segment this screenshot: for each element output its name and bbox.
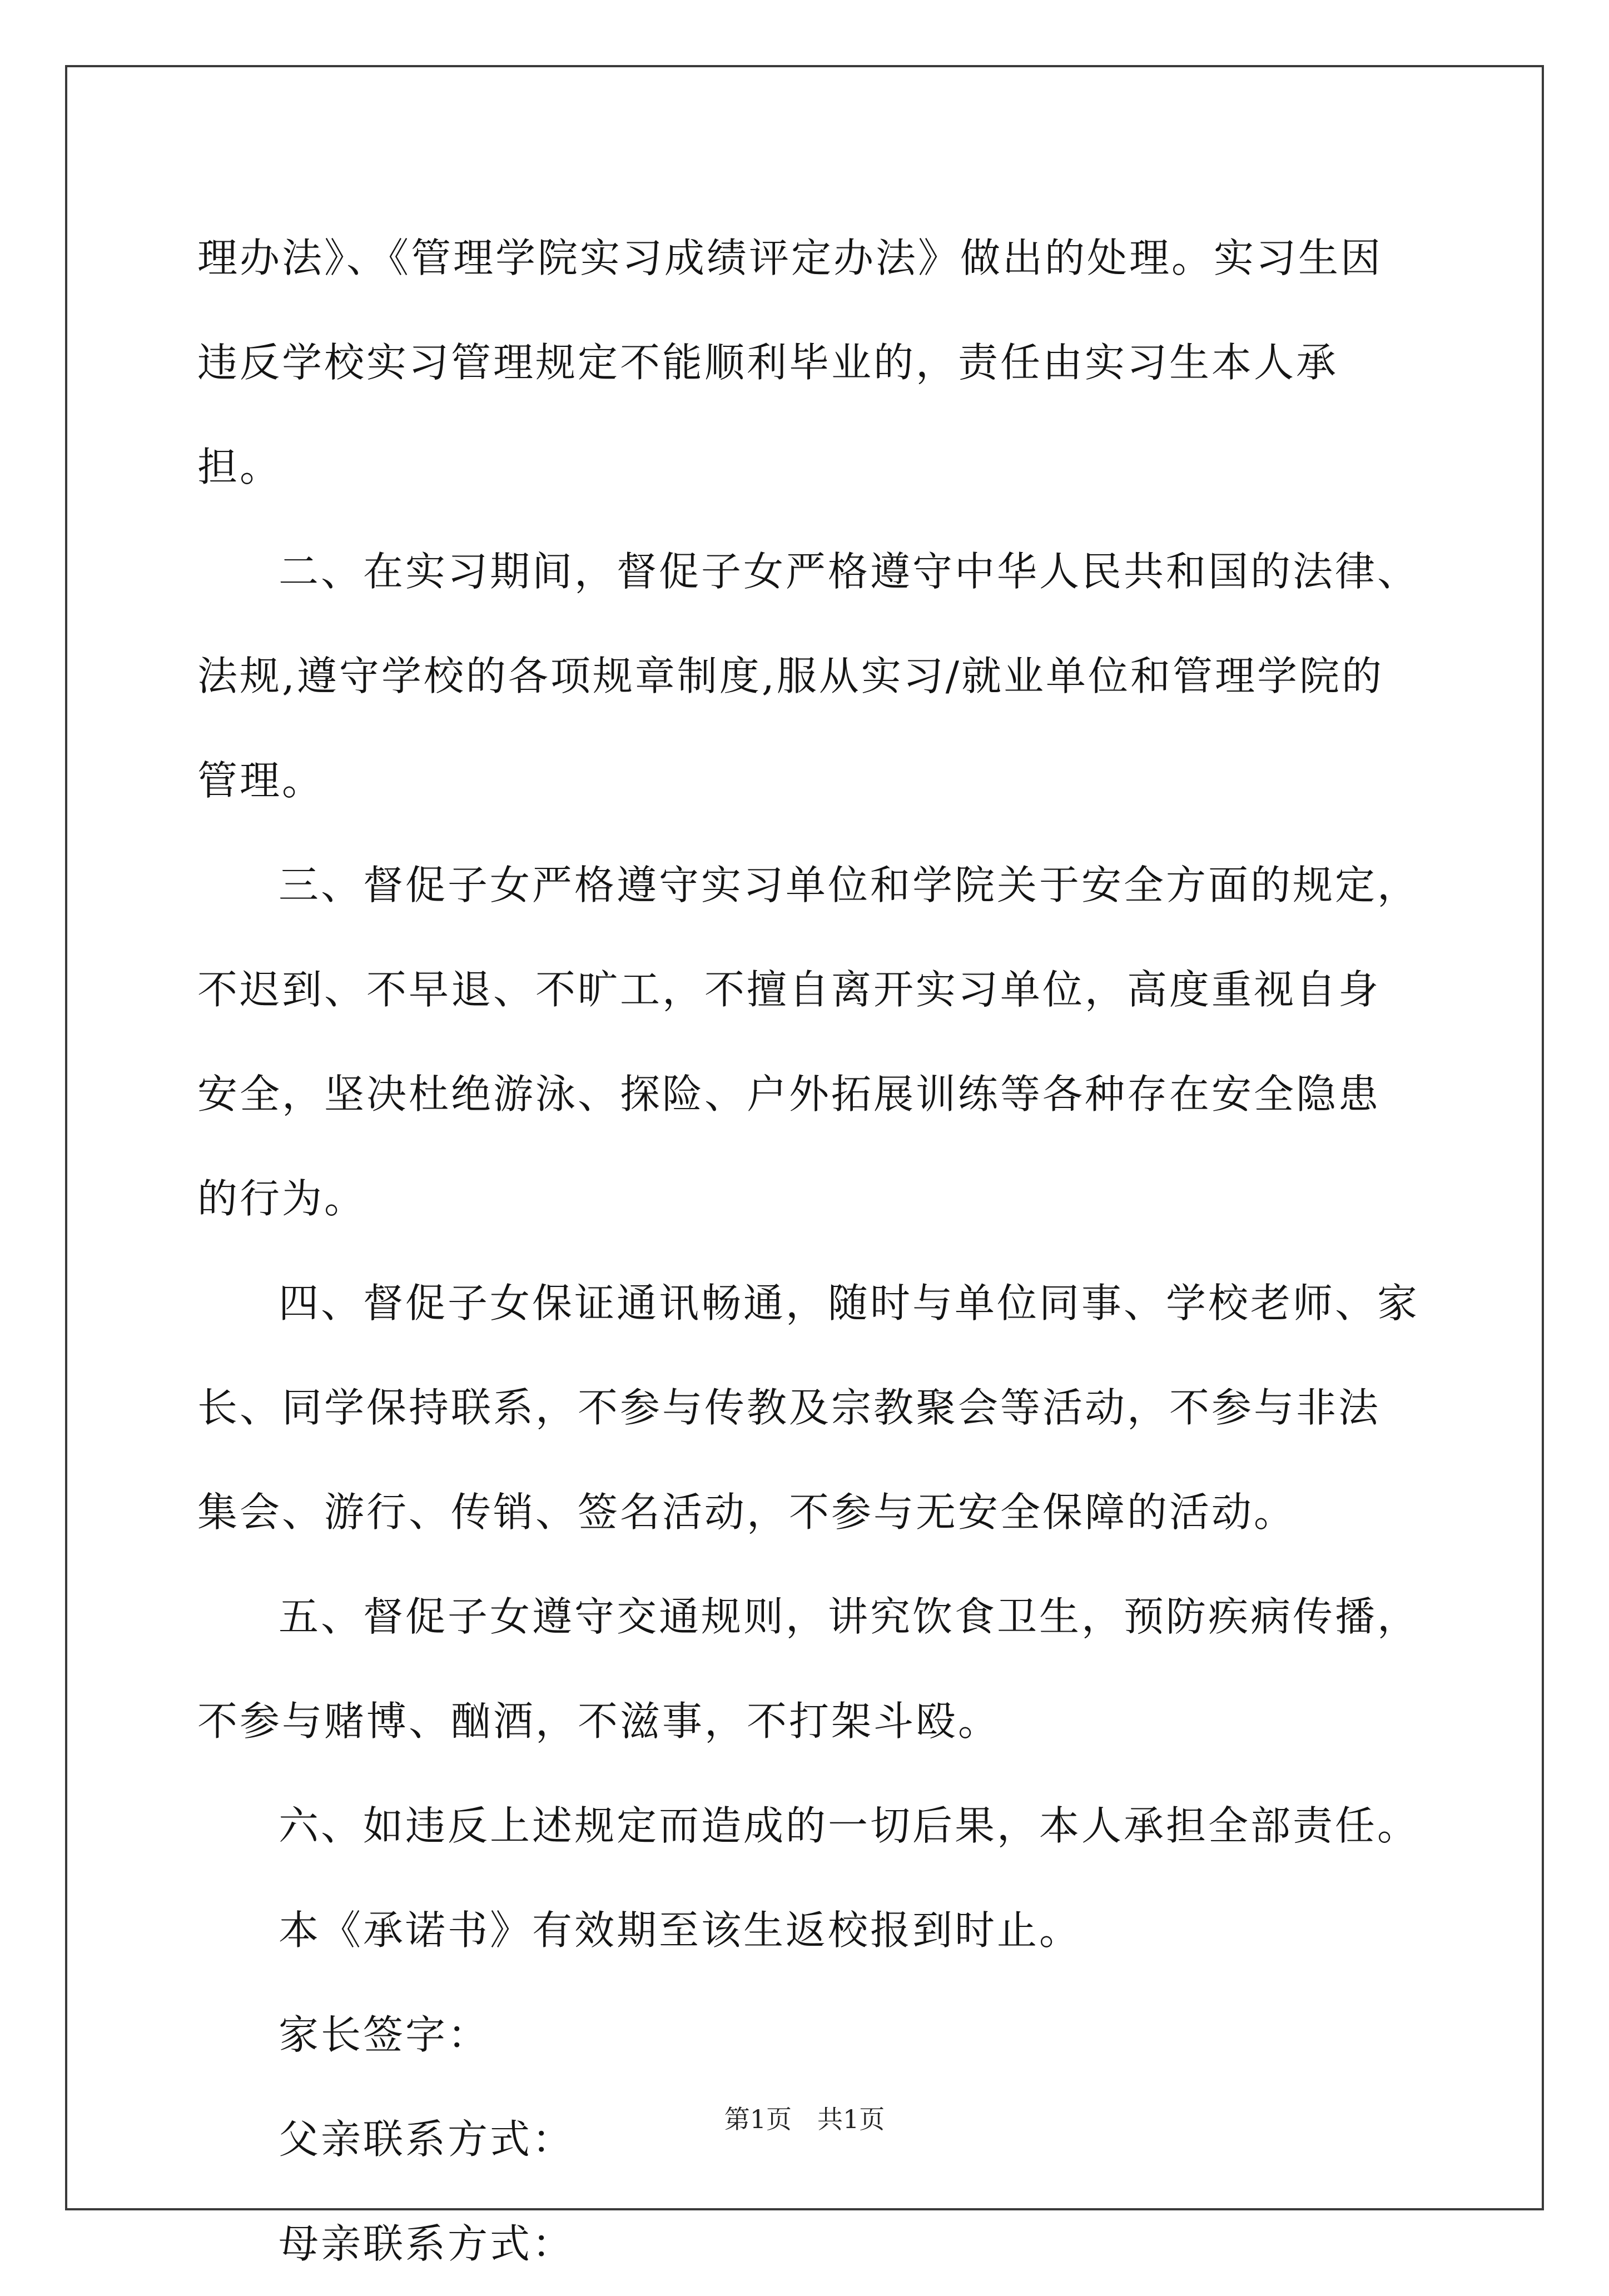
page-number-total: 共1页 xyxy=(817,2104,885,2134)
paragraph-item-2: 二、在实习期间，督促子女严格遵守中华人民共和国的法律、法规,遵守学校的各项规章制度,服从实习/就业单位和管理学院的管理。 xyxy=(197,548,1420,804)
page-number-current: 第1页 xyxy=(724,2104,792,2134)
paragraph-item-6: 六、如违反上述规定而造成的一切后果，本人承担全部责任。 xyxy=(279,1802,1420,1849)
paragraph-item-3: 三、督促子女严格遵守实习单位和学院关于安全方面的规定，不迟到、不早退、不旷工，不擅自离开实习单位，高度重视自身安全，坚决杜绝游泳、探险、户外拓展训练等各种存在安全隐患的行为。 xyxy=(197,862,1420,1222)
validity-statement: 本《承诺书》有效期至该生返校报到时止。 xyxy=(279,1907,1082,1954)
paragraph-item-4: 四、督促子女保证通讯畅通，随时与单位同事、学校老师、家长、同学保持联系，不参与传教及宗教聚会等活动，不参与非法集会、游行、传销、签名活动，不参与无安全保障的活动。 xyxy=(197,1280,1420,1535)
mother-contact-label: 母亲联系方式： xyxy=(279,2220,575,2267)
father-contact-label: 父亲联系方式： xyxy=(279,2116,575,2163)
paragraph-item-5: 五、督促子女遵守交通规则，讲究饮食卫生，预防疾病传播，不参与赌博、酗酒，不滋事，不打架斗殴。 xyxy=(197,1593,1420,1745)
document-body xyxy=(197,206,1421,2296)
parent-signature-label: 家长签字： xyxy=(279,2011,490,2058)
page-footer xyxy=(0,2103,1609,2136)
paragraph-continuation: 理办法》、《管理学院实习成绩评定办法》做出的处理。实习生因违反学校实习管理规定不能顺利毕业的，责任由实习生本人承担。 xyxy=(197,235,1383,490)
